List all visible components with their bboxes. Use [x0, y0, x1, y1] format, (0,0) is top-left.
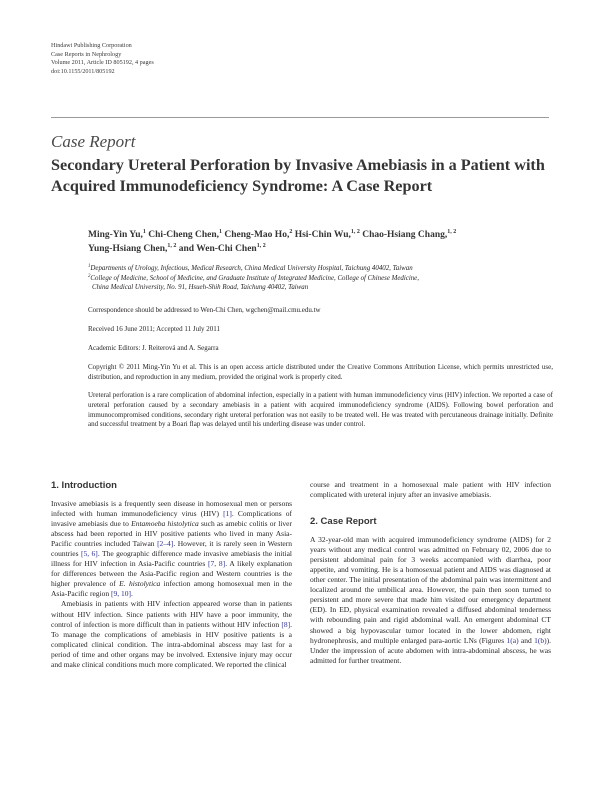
- affiliations: [88, 264, 553, 293]
- citation-link[interactable]: [1]: [223, 509, 232, 519]
- citation-link[interactable]: [9, 10]: [110, 589, 131, 599]
- abstract: Ureteral perforation is a rare complication of abdominal infection, especially in a patient with human immunodeficiency virus (HIV) infection. We reported a case of ureteral perforation caused by a secondary amebiasis in a patient with acquired immunodeficiency syndrome (AIDS). Following bowel perforation and immunocompromised conditions, secondary right ureteral perforation was not easily to be treated well. He was treated with percutaneous drainage initially. Definite and successful treatment by a Boari flap was delayed until his underling disease was under control.: [88, 391, 553, 429]
- affiliation-2: $^2$College of Medicine, School of Medicine, and Graduate Institute of Integrated Medicine, College of Chinese Medicine,: [88, 273, 419, 282]
- figure-link[interactable]: 1(b): [534, 635, 547, 645]
- author-list: [88, 229, 558, 256]
- volume-info: Volume 2011, Article ID 805192, 4 pages: [51, 59, 154, 67]
- author[interactable]: Ming-Yin Yu,$^1$: [88, 229, 146, 240]
- correspondence: Correspondence should be addressed to Wen-Chi Chen, wgchen@mail.cmu.edu.tw: [88, 306, 321, 314]
- journal-name: Case Reports in Nephrology: [51, 50, 122, 58]
- header-divider: [51, 117, 549, 118]
- affiliation-1: $^1$Departments of Urology, Infectious, Medical Research, China Medical University Hospital, Taichung 40402, Taiwan: [88, 264, 413, 272]
- intro-heading: 1. Introduction: [51, 480, 117, 491]
- publisher: Hindawi Publishing Corporation: [51, 42, 132, 49]
- received-date: Received 16 June 2011; Accepted 11 July 2011: [88, 325, 220, 333]
- author[interactable]: Cheng-Mao Ho,$^2$: [224, 229, 293, 240]
- academic-editors: Academic Editors: J. Reiterová and A. Segarra: [88, 344, 219, 352]
- copyright-notice: Copyright © 2011 Ming-Yin Yu et al. This is an open access article distributed under the Creative Commons Attribution License, which permits unrestricted use, distribution, and reproduction in any medium, provided the original work is properly cited.: [88, 363, 553, 381]
- author[interactable]: and Wen-Chi Chen$^{1, 2}$: [178, 242, 266, 254]
- doi[interactable]: doi:10.1155/2011/805192: [51, 67, 115, 75]
- intro-paragraph-2: Amebiasis in patients with HIV infection appeared worse than in patients without HIV infection. Since patients with HIV have a poor immunity, the control of infection is more difficult than in patients without HIV infection [8]. To manage the complications of amebiasis in HIV positive patients is a complicated clinical condition. The intra-abdominal abscess may last for a period of time and other organs may be involved. Extensive injury may occur and make clinical conditions much more complicated. We reported the clinical: [51, 599, 292, 669]
- left-column: [51, 480, 292, 670]
- right-column: [310, 480, 551, 666]
- intro-paragraph-1: Invasive amebiasis is a frequently seen disease in homosexual men or persons infected with human immunodeficiency virus (HIV) [1]. Complications of invasive amebiasis due to Entamoeba histolytica such as amebic colitis or liver abscess had been reported in HIV positive patients who lived in many Asia-Pacific countries included Taiwan [2–4]. However, it is rarely seen in Western countries [5, 6]. The geographic difference made invasive amebiasis the initial illness for HIV infection in Asia-Pacific countries [7, 8]. A likely explanation for differences between the Asia-Pacific region and Western countries is the higher prevalence of E. histolytica infection among homosexual men in the Asia-Pacific region [9, 10].: [51, 499, 293, 599]
- author[interactable]: Chao-Hsiang Chang,$^{1, 2}$: [362, 229, 457, 240]
- citation-link[interactable]: [2–4]: [157, 539, 174, 549]
- article-type: Case Report: [51, 132, 136, 151]
- citation-link[interactable]: [8]: [281, 619, 291, 629]
- author[interactable]: Yung-Hsiang Chen,$^{1, 2}$: [88, 242, 177, 254]
- journal-header: [51, 42, 154, 76]
- citation-link[interactable]: [5, 6]: [80, 549, 98, 559]
- case-report-paragraph: A 32-year-old man with acquired immunodeficiency syndrome (AIDS) for 2 years without any medical control was admitted on February 02, 2006 due to persistent abdominal pain for 3 weeks accompanied with diarrhea, poor appetite, and vomiting. He is a homosexual patient and AIDS was diagnosed at other center. The initial presentation of the abdominal pain was intermittent and localized around the umbilical area. However, the pain then soon turned to persistent and more severe that made him visited our emergency department (ED). In ED, physical examination revealed a diffused abdominal tenderness with rebounding pain and rigid abdominal wall. An emergent abdominal CT showed a big hypovascular tumor located in the lower abdomen, right hydronephrosis, and multiple enlarged para-aortic LNs (Figures 1(a) and 1(b)). Under the impression of acute abdomen with intra-abdominal abscess, he was admitted for further treatment.: [310, 535, 551, 665]
- author[interactable]: Chi-Cheng Chen,$^1$: [148, 229, 223, 240]
- figure-link[interactable]: 1(a): [506, 635, 519, 645]
- intro-continuation: course and treatment in a homosexual male patient with HIV infection complicated with ureteral injury after an invasive amebiasis.: [310, 480, 551, 500]
- article-title: Secondary Ureteral Perforation by Invasive Amebiasis in a Patient with Acquired Immunodeficiency Syndrome: A Case Report: [51, 156, 545, 195]
- case-report-heading: 2. Case Report: [310, 516, 377, 528]
- author[interactable]: Hsi-Chin Wu,$^{1, 2}$: [294, 229, 360, 240]
- citation-link[interactable]: [7, 8]: [208, 559, 226, 569]
- affiliation-2-cont: China Medical University, No. 91, Hsueh-Shih Road, Taichung 40402, Taiwan: [92, 284, 309, 291]
